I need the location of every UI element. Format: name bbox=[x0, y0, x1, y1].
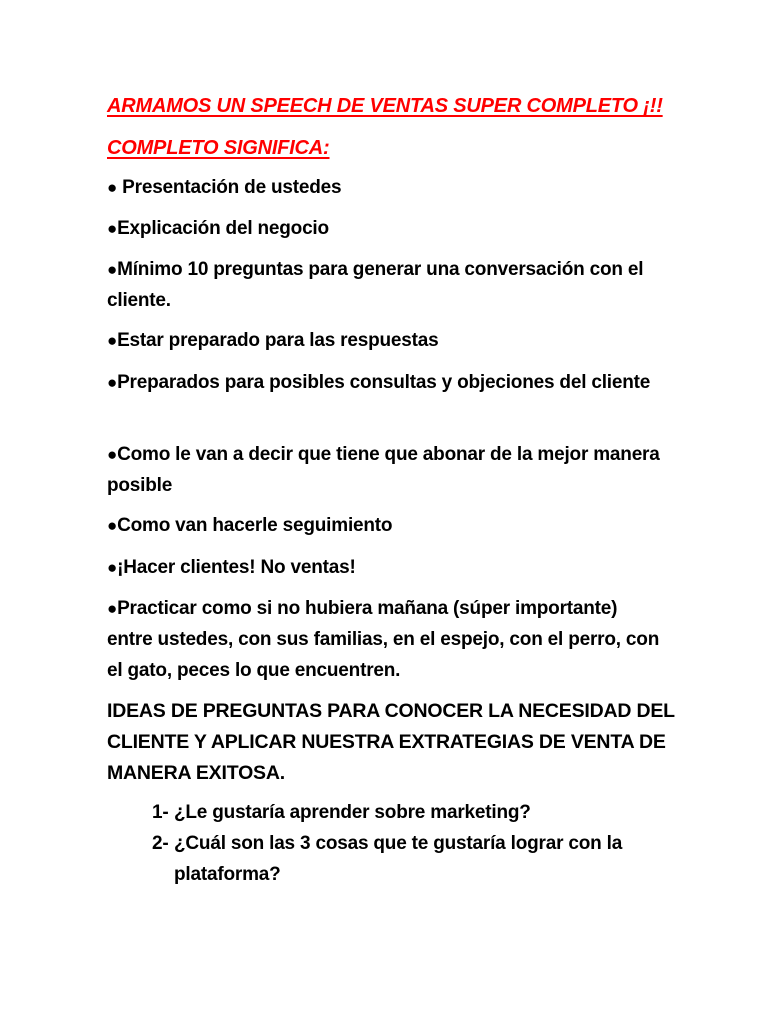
bullet-text: Como le van a decir que tiene que abonar de la mejor manera posible bbox=[107, 444, 660, 496]
bullet-marker: ● bbox=[107, 260, 118, 279]
bullet-marker: ● bbox=[107, 445, 118, 464]
question-item bbox=[152, 797, 672, 828]
bullet-text: Como van hacerle seguimiento bbox=[117, 515, 393, 536]
question-text: ¿Le gustaría aprender sobre marketing? bbox=[174, 802, 531, 823]
bullet-item bbox=[107, 439, 667, 501]
bullet-text: ¡Hacer clientes! No ventas! bbox=[117, 557, 356, 578]
bullet-marker: ● bbox=[107, 516, 118, 535]
document-title: ARMAMOS UN SPEECH DE VENTAS SUPER COMPLETO ¡!! bbox=[107, 95, 663, 117]
bullet-marker: ● bbox=[107, 331, 118, 350]
document-subtitle: COMPLETO SIGNIFICA: bbox=[107, 137, 330, 159]
bullet-item bbox=[107, 552, 667, 583]
bullet-text: Practicar como si no hubiera mañana (súper importante) entre ustedes, con sus familias, en el espejo, con el perro, con el gato, peces lo que encuentren. bbox=[107, 598, 660, 681]
bullet-marker: ● bbox=[107, 558, 118, 577]
bullet-item bbox=[107, 254, 667, 316]
question-text: ¿Cuál son las 3 cosas que te gustaría lograr con la bbox=[174, 833, 623, 854]
bullet-marker: ● bbox=[107, 178, 118, 197]
bullet-item bbox=[107, 172, 667, 203]
bullet-item bbox=[107, 510, 667, 541]
bullet-marker: ● bbox=[107, 599, 118, 618]
bullet-item bbox=[107, 367, 667, 398]
ideas-heading: IDEAS DE PREGUNTAS PARA CONOCER LA NECESIDAD DEL CLIENTE Y APLICAR NUESTRA EXTRATEGIAS DE VENTA DE MANERA EXITOSA. bbox=[107, 700, 675, 784]
bullet-text: Presentación de ustedes bbox=[117, 177, 342, 198]
bullet-text: Explicación del negocio bbox=[117, 218, 329, 239]
bullet-text: Mínimo 10 preguntas para generar una conversación con el cliente. bbox=[107, 259, 644, 311]
bullet-marker: ● bbox=[107, 373, 118, 392]
bullet-text: Preparados para posibles consultas y objeciones del cliente bbox=[117, 372, 651, 393]
question-item bbox=[152, 828, 672, 890]
bullet-item bbox=[107, 325, 667, 356]
question-number: 1- bbox=[152, 802, 169, 823]
question-number: 2- bbox=[152, 833, 169, 854]
bullet-marker: ● bbox=[107, 219, 118, 238]
bullet-item bbox=[107, 213, 667, 244]
question-text-continuation: plataforma? bbox=[174, 864, 281, 885]
bullet-text: Estar preparado para las respuestas bbox=[117, 330, 439, 351]
bullet-item bbox=[107, 593, 667, 686]
